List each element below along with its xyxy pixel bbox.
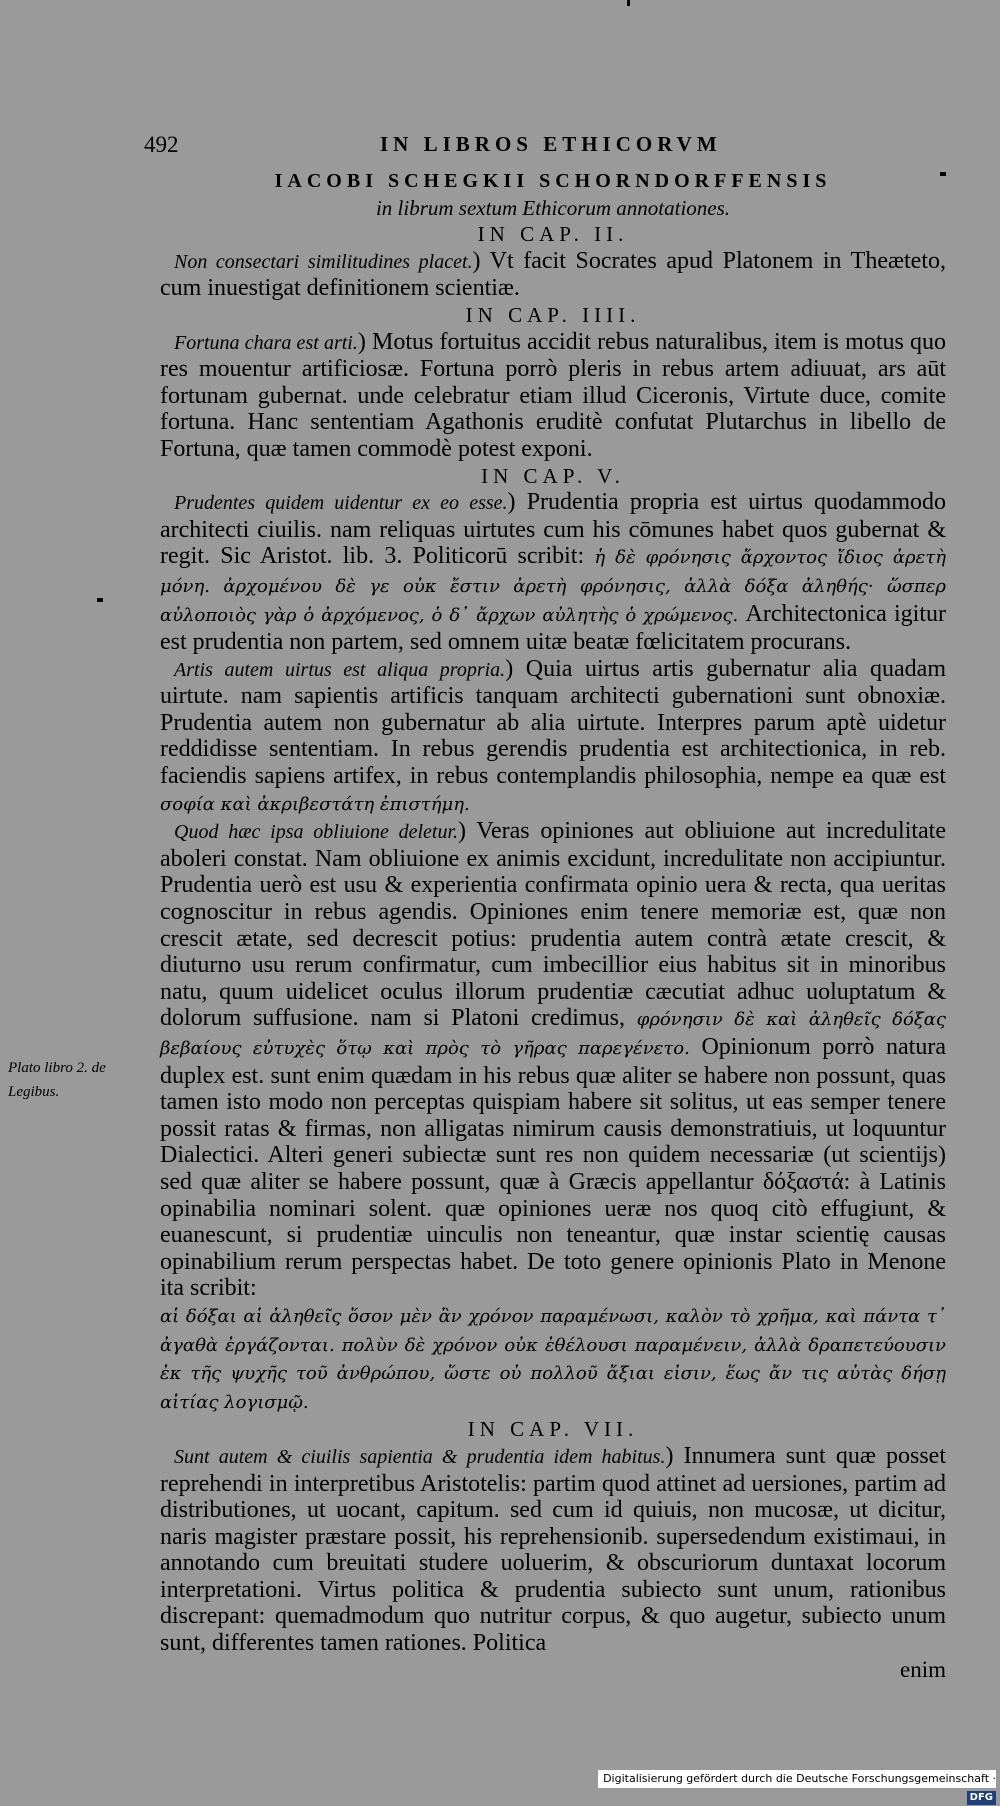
chapter-heading: IN CAP. V. <box>481 463 625 488</box>
top-edge-mark <box>627 0 630 6</box>
footer-text: Digitalisierung gefördert durch die Deutsche Forschungsgemeinschaft · <box>603 1772 996 1785</box>
digitization-footer <box>598 1770 996 1803</box>
chapter-heading: IN CAP. II. <box>477 222 629 247</box>
greek-quotation: φρόνησιν δὲ καὶ ἀληθεῖς δόξας βεβαίους εὐτυχὲς ὅτῳ καὶ πρὸς τὸ γῆρας παρεγένετο. <box>160 1009 947 1059</box>
chapter-heading: IN CAP. IIII. <box>465 302 641 327</box>
lemma: Non consectari similitudines placet. <box>174 250 473 273</box>
lemma: Artis autem uirtus est aliqua propria. <box>174 658 506 681</box>
margin-note: Plato libro 2. de Legibus. <box>8 1060 106 1100</box>
annotation-paragraph <box>160 489 946 656</box>
greek-quotation: σοφία καὶ ἀκριβεστάτη ἐπιστήμη. <box>160 793 470 815</box>
annotation-paragraph <box>160 329 946 463</box>
running-head <box>140 128 940 164</box>
annotation-paragraph <box>160 248 946 302</box>
subtitle: in librum sextum Ethicorum annotationes. <box>375 195 731 220</box>
paragraph-text: ) Veras opiniones aut obliuione aut incredulitate aboleri constat. Nam obliuione ex animis excidunt, incredulitate non accipiuntur. Prudentia uerò est usu & experientia confirmata opinio uera & recta, qua ueritas cognoscitur in rebus agendis. Opiniones enim tenere memoriæ est, quæ non crescit ætate, sed decrescit potius: prudentia autem contrà ætate crescit, & diuturno usu rerum confirmatur, cum imbecillior eius habitus sit in minoribus natu, quum uidelicet oculus illorum prudentiæ cæcutiat adhuc uoluptatum & dolorum suffusione. nam si Platoni credimus, <box>160 818 946 1032</box>
greek-quotation-paragraph <box>160 1302 946 1416</box>
paragraph-text: ) Motus fortuitus accidit rebus naturalibus, item is motus quo res mouentur artificiosæ. Fortuna porrò pleris in rebus artem adiuuat, ars aūt fortunam gubernat. unde celebratur etiam illud Ciceronis, Virtute duce, comite fortuna. Hanc sententiam Agathonis eruditè confutat Plutarchus in libello de Fortuna, quæ tamen commodè potest exponi. <box>160 328 946 462</box>
dfg-logo-icon: DFG <box>967 1791 996 1805</box>
lemma: Fortuna chara est arti. <box>174 331 358 354</box>
page-number: 492 <box>144 132 179 157</box>
paragraph-text: ) Vt facit Socrates apud Platonem in Theæteto, cum inuestigat definitionem scientiæ. <box>160 247 946 302</box>
annotation-paragraph <box>160 656 946 819</box>
margin-dot <box>97 598 103 602</box>
catchword: enim <box>900 1656 946 1682</box>
paragraph-text: ) Quia uirtus artis gubernatur alia quadam uirtute. nam sapientis artificis tanquam architecti gubernationi sunt obnoxiæ. Prudentia autem non gubernatur ab alia uirtute. Interpres parum aptè uidetur reddidisse sententiam. In rebus gerendis prudentia est architectionica, in reb. faciendis sapiens artifex, in rebus contemplandis philosophia, nempe ea quæ est <box>160 655 947 790</box>
greek-quotation: αἱ δόξαι αἱ ἀληθεῖς ὅσον μὲν ἂν χρόνον παραμένωσι, καλὸν τὸ χρῆμα, καὶ πάντα τ᾽ ἀγαθὰ ἐργάζονται. πολὺν δὲ χρόνον οὐκ ἐθέλουσι παραμένειν, ἀλλὰ δραπετεύουσιν ἐκ τῆς ψυχῆς τοῦ ἀνθρώπου, ὥστε οὐ πολλοῦ ἄξιαι εἰσιν, ἕως ἄν τις αὐτὰς δήσῃ αἰτίας λογισμῷ. <box>160 1305 946 1413</box>
lemma: Sunt autem & ciuilis sapientia & prudentia idem habitus. <box>174 1445 666 1468</box>
paragraph-text: ) Prudentia propria est uirtus quodammodo architecti ciuilis. nam reliquas uirtutes cum his cōmunes habet quos gubernat & regit. Sic Aristot. lib. 3. Politicorū scribit: <box>160 489 946 570</box>
lemma: Prudentes quidem uidentur ex eo esse. <box>174 492 508 515</box>
lemma: Quod hæc ipsa obliuione deletur. <box>174 821 459 844</box>
chapter-heading: IN CAP. VII. <box>467 1417 639 1442</box>
annotation-paragraph <box>160 1443 946 1657</box>
text-block <box>160 166 946 1683</box>
greek-quotation: ἡ δὲ φρόνησις ἄρχοντος ἴδιος ἀρετὴ μόνη. ἀρχομένου δὲ γε οὐκ ἔστιν ἀρετὴ φρόνησις, ἀλλὰ δόξα ἀληθής· ὥσπερ αὐλοποιὸς γὰρ ὁ ἀρχόμενος, ὁ δ᾽ ἄρχων αὐλητὴς ὁ χρώμενος. <box>160 547 946 626</box>
paragraph-text-after: Opinionum porrò natura duplex est. sunt enim quædam in his rebus quæ aliter se habere non possunt, quas tamen isto modo non perceptas quispiam habere sit solitus, ut eas semper tenere possit ratas & firmas, non alligatas nimirum causis demonstratiuis, ut loquuntur Dialectici. Alteri generi subiectæ sunt res non quidem necessariæ (ut scientijs) sed quæ aliter se habere possunt, quæ à Græcis appellantur δόξαστά: à Latinis opinabilia nominari solent. quæ opiniones ueræ nos quoq citò effugiunt, & euanescunt, si prudentiæ uinculis non teneantur, quæ instar scientię causas opinabilium rerum perspectas habet. De toto genere opinionis Plato in Menone ita scribit: <box>160 1034 946 1302</box>
author-line: IACOBI SCHEGKII SCHORNDORFFENSIS <box>274 170 832 192</box>
paragraph-text-after: Architectonica igitur est prudentia non partem, sed omnem uitæ beatæ fœlicitatem procurans. <box>160 600 946 656</box>
paragraph-text: ) Innumera sunt quæ posset reprehendi in interpretibus Aristotelis: partim quod attinet ad uersiones, partim ad distributiones, ut uocant, capitum. sed cum id quiuis, non mucosæ, ut dicitur, naris magister præstare possit, his reprehensionib. supersedendum existimaui, in annotando cum breuitati studere uoluerim, & obscuriorum duntaxat locorum interpretationi. Virtus politica & prudentia subiecto sunt unum, rationibus discrepant: quemadmodum quo nutritur corpus, & quo augetur, subiecto unum sunt, differentes tamen rationes. Politica <box>160 1442 947 1657</box>
annotation-paragraph <box>160 818 946 1302</box>
running-title: IN LIBROS ETHICORVM <box>380 132 722 156</box>
